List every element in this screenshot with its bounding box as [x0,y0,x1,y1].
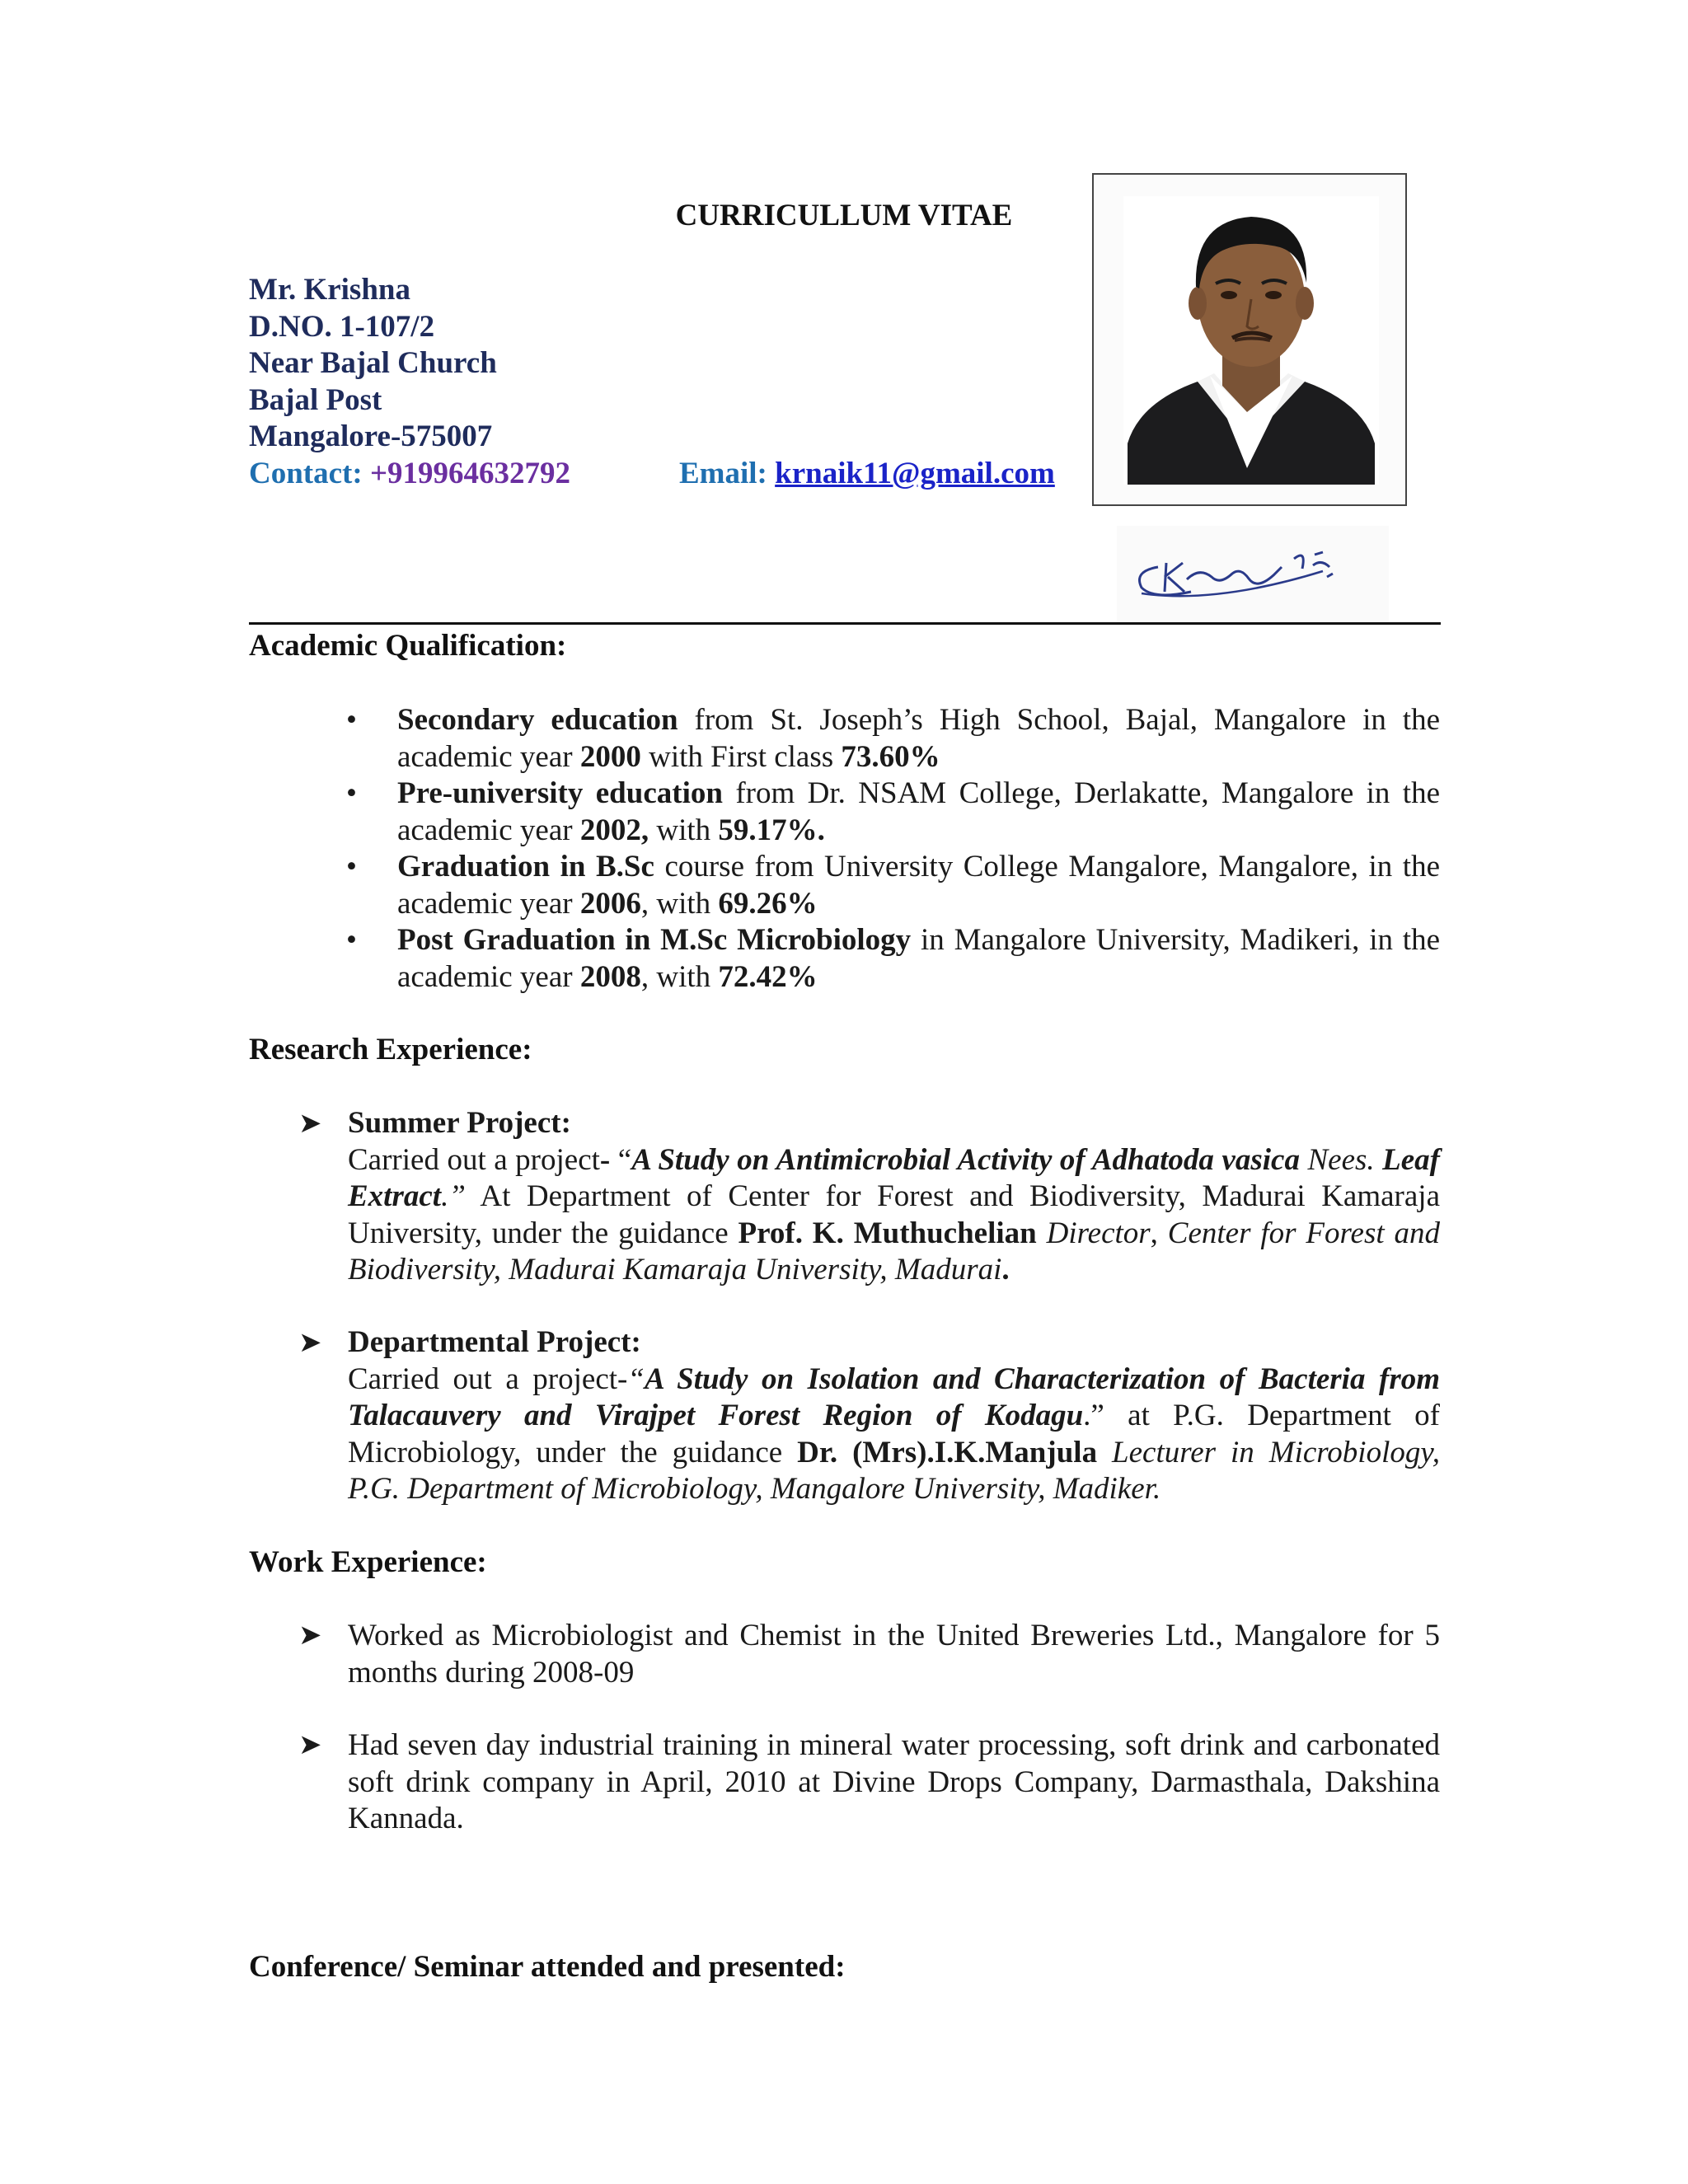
email-label: Email: [679,457,776,490]
contact-phone [249,456,570,491]
email-link[interactable]: krnaik11@gmail.com [775,457,1055,490]
title-text: CURRICULLUM VITAE [675,199,1013,232]
work-heading: Work Experience: [249,1545,487,1579]
arrow-bullet-icon: ➤ [298,1328,322,1358]
bullet-icon: • [346,850,357,883]
contact-email [679,456,1055,491]
bullet-icon: • [346,776,357,810]
arrow-bullet-icon: ➤ [298,1620,322,1651]
phone-number: +919964632792 [369,457,571,490]
phone-label: Contact: [249,457,370,490]
arrow-bullet-icon: ➤ [298,1108,322,1139]
academic-item-1: Secondary education from St. Joseph’s High School, Bajal, Mangalore in the academic year 2000 with First class 73.60% [397,703,1440,774]
document-title [0,198,1688,233]
bullet-icon: • [346,923,357,957]
academic-heading: Academic Qualification: [249,629,567,663]
academic-item-2: Pre-university education from Dr. NSAM College, Derlakatte, Mangalore in the academic year 2002, with 59.17%. [397,776,1441,847]
research-heading: Research Experience: [249,1033,532,1066]
arrow-bullet-icon: ➤ [298,1730,322,1760]
departmental-project-title: Departmental Project: [348,1325,641,1359]
address-line-4: Mangalore-575007 [249,419,493,453]
signature-icon [1117,526,1389,625]
work-item-1: Worked as Microbiologist and Chemist in the United Breweries Ltd., Mangalore for 5 months during 2008-09 [348,1619,1440,1690]
summer-project: Summer Project: Carried out a project- “A Study on Antimicrobial Activity of Adhatoda vasica Nees. Leaf Extract.” At Department of Center for Forest and Biodiversity, Madurai Kamaraja University, under the guidance Prof. K. Muthuchelian Director, Center for Forest and Biodiversity, Madurai Kamaraja University, Madurai. [348,1106,1441,1286]
academic-item-3: Graduation in B.Sc course from University College Mangalore, Mangalore, in the academic year 2006, with 69.26% [397,850,1440,921]
summer-project-title: Summer Project: [348,1106,571,1140]
address-block [249,272,497,456]
address-line-3: Bajal Post [249,382,382,417]
departmental-project: Departmental Project: Carried out a project-“A Study on Isolation and Characterization of Bacteria from Talacauvery and Virajpet Forest Region of Kodagu.” at P.G. Department of Microbiology, under the guidance Dr. (Mrs).I.K.Manjula Lecturer in Microbiology, P.G. Department of Microbiology, Mangalore University, Madiker. [348,1325,1440,1506]
address-line-2: Near Bajal Church [249,346,497,380]
address-line-1: D.NO. 1-107/2 [249,309,435,344]
bullet-icon: • [346,703,357,737]
candidate-name: Mr. Krishna [249,273,410,307]
portrait-photo [1092,173,1407,506]
portrait-icon [1123,196,1379,485]
signature [1117,526,1389,629]
conference-heading: Conference/ Seminar attended and presented: [249,1950,846,1984]
academic-item-4: Post Graduation in M.Sc Microbiology in Mangalore University, Madikeri, in the academic year 2008, with 72.42% [397,923,1441,994]
header-divider [249,622,1441,625]
work-item-2: Had seven day industrial training in mineral water processing, soft drink and carbonated soft drink company in April, 2010 at Divine Drops Company, Darmasthala, Dakshina Kannada. [348,1728,1440,1835]
